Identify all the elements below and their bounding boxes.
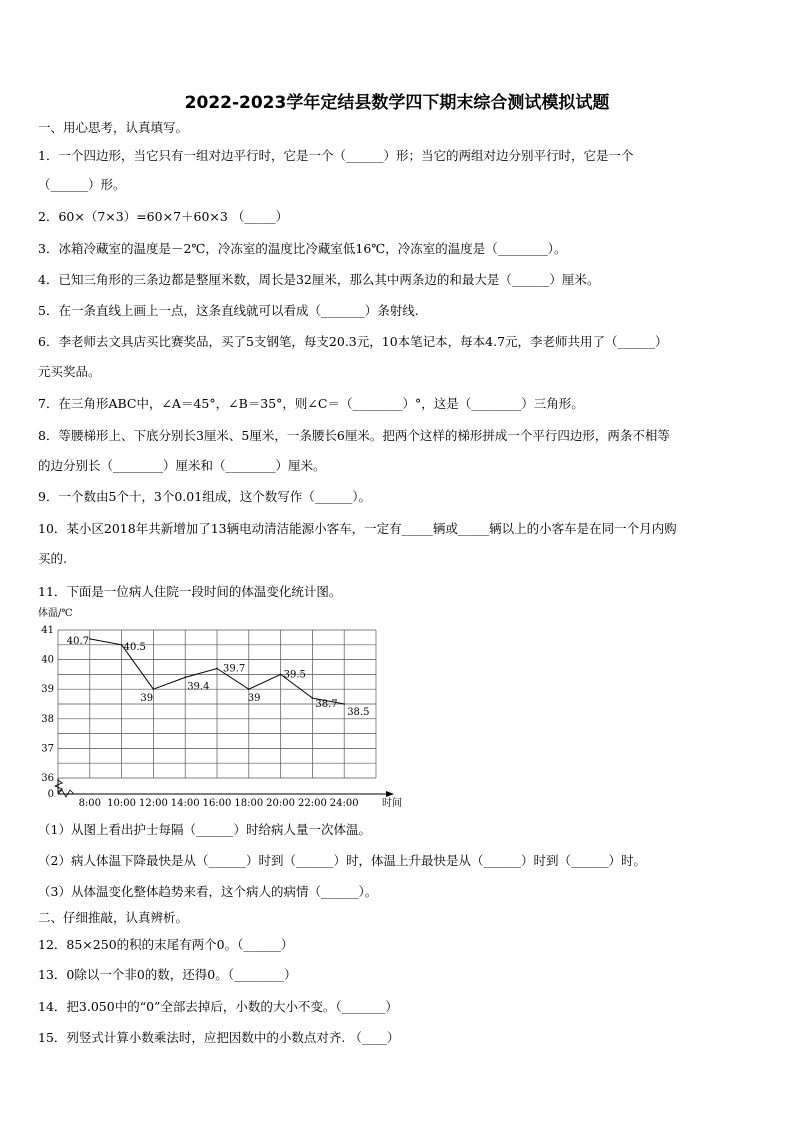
y-tick-label: 40 xyxy=(41,654,54,666)
section-2-heading: 二、仔细推敲，认真辨析。 xyxy=(38,910,189,925)
x-axis-arrow xyxy=(386,791,394,797)
data-point xyxy=(343,703,345,705)
question-10-line-1: 10．某小区2018年共新增加了13辆电动清洁能源小客车，一定有_____辆或_____辆以上的小客车是在同一个月内购 xyxy=(38,521,677,536)
data-label: 39.4 xyxy=(187,681,210,693)
y-tick-label: 39 xyxy=(41,684,54,696)
x-tick-label: 18:00 xyxy=(234,798,264,809)
question-2: 2．60×（7×3）=60×7＋60×3 （_____） xyxy=(38,209,289,224)
y-tick-label: 0 xyxy=(47,789,54,800)
data-label: 39.5 xyxy=(283,669,306,681)
data-point xyxy=(216,668,218,670)
y-axis-title: 体温/℃ xyxy=(38,608,73,619)
x-tick-label: 20:00 xyxy=(266,798,296,809)
y-tick-label: 36 xyxy=(41,773,54,784)
x-tick-label: 16:00 xyxy=(202,798,232,809)
x-tick-label: 24:00 xyxy=(329,798,359,809)
data-label: 39.7 xyxy=(223,663,246,675)
x-tick-label: 8:00 xyxy=(78,798,102,809)
y-tick-label: 37 xyxy=(41,743,54,755)
data-point xyxy=(121,644,123,646)
question-1-line-1: 1．一个四边形，当它只有一组对边平行时，它是一个（______）形；当它的两组对边分别平行时，它是一个 xyxy=(38,148,634,163)
data-point xyxy=(280,674,282,676)
x-tick-label: 12:00 xyxy=(138,798,168,809)
question-12: 12．85×250的积的末尾有两个0。（______） xyxy=(38,937,294,952)
data-label: 40.7 xyxy=(66,635,90,647)
y-tick-label: 41 xyxy=(41,625,54,636)
x-tick-label: 10:00 xyxy=(107,798,137,809)
section-1-heading: 一、用心思考，认真填写。 xyxy=(38,120,189,135)
page-title: 2022-2023学年定结县数学四下期末综合测试模拟试题 xyxy=(184,93,610,113)
data-point xyxy=(153,688,155,690)
question-10-line-2: 买的. xyxy=(38,551,67,566)
x-tick-label: 22:00 xyxy=(297,798,327,809)
question-4: 4．已知三角形的三条边都是整厘米数，周长是32厘米，那么其中两条边的和最大是（______）厘米。 xyxy=(38,272,600,287)
question-11-part-3: （3）从体温变化整体趋势来看，这个病人的病情（______）。 xyxy=(38,884,378,899)
question-7: 7．在三角形ABC中，∠A＝45°，∠B＝35°，则∠C＝（________）°，这是（________）三角形。 xyxy=(38,396,584,411)
data-point xyxy=(248,688,250,690)
question-8-line-2: 的边分别长（________）厘米和（________）厘米。 xyxy=(38,458,326,473)
data-label: 39 xyxy=(247,693,261,705)
question-8-line-1: 8．等腰梯形上、下底分别长3厘米、5厘米，一条腰长6厘米。把两个这样的梯形拼成一个平行四边形，两条不相等 xyxy=(38,428,670,443)
question-13: 13．0除以一个非0的数，还得0。（________） xyxy=(38,967,297,982)
data-point xyxy=(89,638,91,640)
question-6-line-1: 6．李老师去文具店买比赛奖品，买了5支钢笔，每支20.3元，10本笔记本，每本4.7元，李老师共用了（______） xyxy=(38,334,668,349)
data-label: 40.5 xyxy=(123,641,146,653)
question-11-part-2: （2）病人体温下降最快是从（______）时到（______）时，体温上升最快是从（______）时到（______）时。 xyxy=(38,853,646,868)
question-5: 5．在一条直线上画上一点，这条直线就可以看成（_______）条射线. xyxy=(38,303,419,318)
x-tick-label: 14:00 xyxy=(170,798,200,809)
question-11-part-1: （1）从图上看出护士每隔（______）时给病人量一次体温。 xyxy=(38,822,371,837)
temperature-line-chart xyxy=(34,604,404,814)
question-14: 14．把3.050中的“0”全部去掉后，小数的大小不变。（_______） xyxy=(38,999,398,1014)
data-label: 38.5 xyxy=(347,707,370,718)
question-1-line-2: （______）形。 xyxy=(38,177,126,192)
data-point xyxy=(184,677,186,679)
question-6-line-2: 元买奖品。 xyxy=(38,364,101,379)
data-point xyxy=(312,697,314,699)
question-9: 9．一个数由5个十，3个0.01组成，这个数写作（______）。 xyxy=(38,489,371,504)
x-axis-title: 时间 xyxy=(382,798,402,809)
question-15: 15．列竖式计算小数乘法时，应把因数中的小数点对齐. （____） xyxy=(38,1030,400,1045)
data-label: 38.7 xyxy=(315,699,338,711)
y-tick-label: 38 xyxy=(41,713,54,725)
question-11: 11．下面是一位病人住院一段时间的体温变化统计图。 xyxy=(38,584,342,599)
data-label: 39 xyxy=(140,693,154,705)
question-3: 3．冰箱冷藏室的温度是－2℃，冷冻室的温度比冷藏室低16℃，冷冻室的温度是（________）。 xyxy=(38,241,567,256)
